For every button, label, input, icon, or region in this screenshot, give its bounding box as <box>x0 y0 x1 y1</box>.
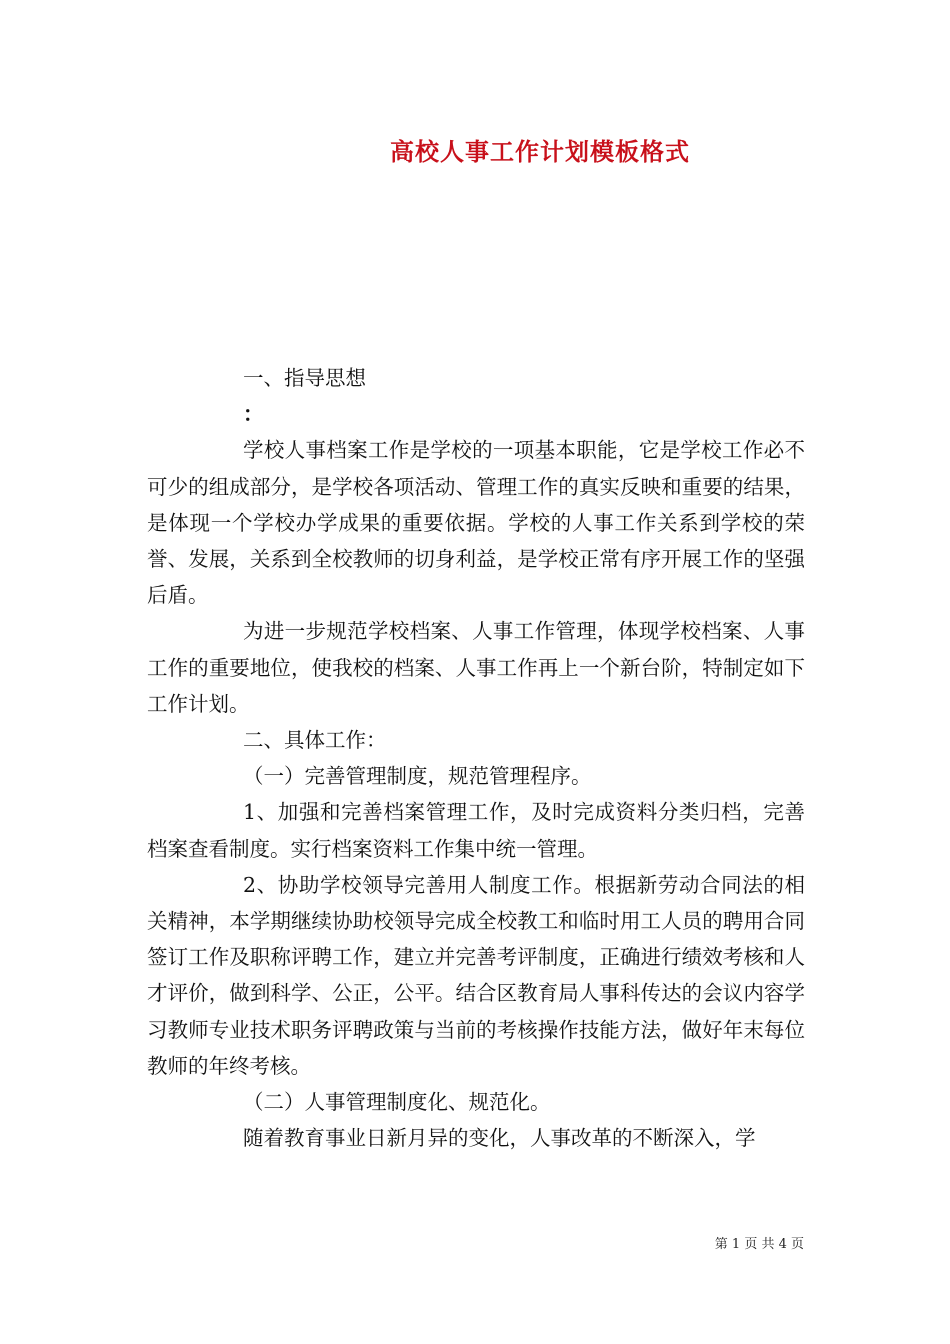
subheading-2: （二）人事管理制度化、规范化。 <box>243 1090 551 1115</box>
paragraph-5: 随着教育事业日新月异的变化，人事改革的不断深入，学 <box>243 1126 756 1151</box>
paragraph-2: 为进一步规范学校档案、人事工作管理，体现学校档案、人事工作的重要地位，使我校的档案、人事工作再上一个新台阶，特制定如下工作计划。 <box>147 619 805 716</box>
document-body <box>147 360 805 1156</box>
subheading-1: （一）完善管理制度，规范管理程序。 <box>243 764 592 789</box>
colon-mark: ： <box>243 402 264 427</box>
paragraph-1: 学校人事档案工作是学校的一项基本职能，它是学校工作必不可少的组成部分，是学校各项活动、管理工作的真实反映和重要的结果，是体现一个学校办学成果的重要依据。学校的人事工作关系到学校的荣誉、发展，关系到全校教师的切身利益，是学校正常有序开展工作的坚强后盾。 <box>147 438 805 608</box>
section-heading-1: 一、指导思想 <box>243 366 366 390</box>
document-title: 高校人事工作计划模板格式 <box>390 137 690 166</box>
section-heading-2: 二、具体工作： <box>243 728 387 753</box>
page-footer: 第 1 页 共 4 页 <box>714 1237 804 1252</box>
paragraph-4: 2、协助学校领导完善用人制度工作。根据新劳动合同法的相关精神，本学期继续协助校领导完成全校教工和临时用工人员的聘用合同签订工作及职称评聘工作，建立并完善考评制度，正确进行绩效考核和人才评价，做到科学、公正，公平。结合区教育局人事科传达的会议内容学习教师专业技术职务评聘政策与当前的考核操作技能方法，做好年末每位教师的年终考核。 <box>147 872 805 1078</box>
paragraph-3: 1、加强和完善档案管理工作，及时完成资料分类归档，完善档案查看制度。实行档案资料工作集中统一管理。 <box>147 800 805 861</box>
